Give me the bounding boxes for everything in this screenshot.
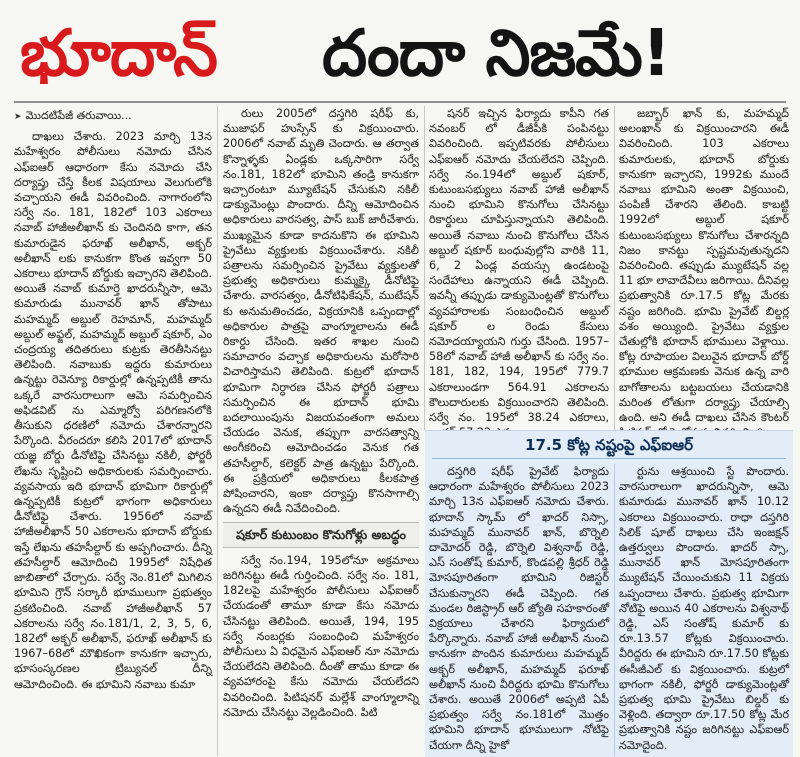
- column-divider: [614, 106, 615, 430]
- fir-box-title: 17.5 కోట్ల నష్టంపై ఎఫ్ఐఆర్: [525, 436, 693, 454]
- subhead-shakur-purchases: షకూర్ కుటుంబం కొనుగోళ్లు అబద్ధం: [223, 522, 419, 547]
- continuation-kicker: ➤ మొదటిపేజీ తరువాయి...: [14, 109, 132, 122]
- chevron-right-icon: ➤: [14, 112, 22, 122]
- column-4-text: జబ్బార్ ఖాన్ కు, మహమ్మద్ అలంఖాన్ కు విక్రయించారని ఈడీ వివరించింది. 103 ఎకరాలు కుమారులకు, భూదాన్ బోర్డుకు కానుకగా ఇచ్చారని, 1992కు ముందే నవాబు భూమిని అంతా విక్రయించి, పంపిణీ చేశారని తేలింది. కాబట్టి 1992లో అబ్దుల్ షకూర్ కుటుంబసభ్యులు కొనుగోలు చేశారన్నది నిజం కానట్టు స్పష్టమవుతున్నదని వివరించింది. తప్పుడు మ్యుటేషన్ వల్ల 11 భూ లావాదేవీలు జరిగాయి. దీనివల్ల ప్రభుత్వానికి రూ.17.5 కోట్ల మేరకు నష్టం జరిగింది. భూమి ప్రైవేట్ బిల్డర్ల వశం అయ్యింది. ప్రైవేటు వ్యక్తుల చేతుల్లోకి భూదాన్ భూములు వెళ్లాయి. కోట్ల రూపాయల విలువైన భూదాన్ బోర్డ్ భూముల ఆక్రమణకు వెనుక ఉన్న వారి బాగోతాలను బట్టబయలు చేయడానికి మరింత లోతుగా దర్యాప్తు చేయాల్సి ఉంది. అని ఈడీ దాఖలు చేసిన కౌంటర్: [619, 107, 789, 425]
- fir-box-title-rule: [432, 458, 786, 459]
- column-divider: [217, 106, 218, 756]
- fir-box-column-2: [619, 464, 789, 756]
- article-column-1: [14, 106, 212, 756]
- headline-black-words: దందా నిజమే!: [322, 17, 671, 91]
- article-column-2: [223, 106, 419, 756]
- column-divider: [614, 464, 615, 756]
- column-2-text: రులు 2005లో దస్తగిరి షరీఫ్ కు, ముజాఫర్ హుస్సేన్ కు విక్రయించారు. 2006లో నవాబ్ మృతి చెందారు. ఆ తర్వాత కొన్నాళ్ళకు ఏండ్లకు ఒక్కసారిగా సర్వే నం.181, 182లో భూమిని తండ్రి కానుకగా ఇచ్చారంటూ మ్యూటేషన్ చేసుకుని నకిలీ డాక్యుమెంట్లు పొందారు. దీన్ని ఆమోదించిన అధికారులు వారసత్వ, పాస్ బుక్ జారీచేశారు. ముఖ్యమైన కూడా కాదనుకొని ఈ భూమిని ప్రైవేటు వ్యక్తులకు విక్రయించేశారు. నకిలీ పత్రాలను సమర్పించిన ప్రైవేటు వ్యక్తులతో ప్రభుత్వ అధికారులు కుమ్మక్కై డీనోటిఫై చేశారు. వారసత్వం, డీనోటిఫికేషన్, ముటేషన్ కు అనుమతించడం, విక్రయానికి ఒప్పందాల్లో అధికారుల పాత్రపై వాంగ్మూలాలను ఈడీ రికార్డు చేసింది. ఇతర శాఖల నుంచి సమాచారం వచ్చాక అధికారులను మరోసారి విచారిస్తామని తెలిపింది. కుట్రలో భూదాన్ భూమిగా నిర్ధారణ చేసిన ఫోర్జరీ పత్రాలు సమర్పించిన ఈ భూదాన్ భూమి బదలాయింపును విజయవంతంగా అమలు చేయడం వెనుక, తప్పుగా వారసత్వాన్ని అంగీకరించి ఆమోదించడం వెనుక గత తహసీల్దార్, కలెక్టర్ పాత్ర ఉన్నట్టు పేర్కొంది. ఈ ప్రక్రియలో అధికారులు కీలకపాత్ర పోషించారని, ఇంకా దర్యాప్తు కొనసాగాల్సి ఉన్నదని ఈడీ నివేదించింది.: [223, 107, 419, 516]
- fir-box-column-2-text: ర్టును ఆశ్రయించి స్టే పొందారు. వారసురాలుగా ఖాదరున్నిసా, ఆమె కుమారుడు మునావర్ ఖాన్ 10.12 ఎకరాలు విక్రయించారు. రాధా దస్తగిరి సిలిక్ షూట్ దాఖలు చేసి ఇంజక్షన్ ఉత్తర్వులు పొందారు. ఖాదర్ స్సా, మునావర్ ఖాన్ మోసపూరితంగా మ్యుటేషన్ చేయించుకుని 11 విక్రయ ఒప్పందాలు చేశారు. ప్రభుత్వ భూమిగా నోటిఫై అయిన 40 ఎకరాలను విశ్వనాథ్ రెడ్డి, ఎస్ సంతోష్ కుమార్ కు రూ.13.57 కోట్లకు విక్రయించారు. వీరిద్దరు ఈ భూమిని రూ.17.50 కోట్లకు ఈసీజీఎల్ కు విక్రయించారు. కుట్రలో భాగంగా నకిలీ, ఫోర్జరీ డాక్యుమెంట్లతో ప్రభుత్వ భూమి ప్రైవేటు బిల్డర్ కు వెళ్లింది. తద్వారా రూ.17.50 కోట్ల మేర ప్రభుత్వానికి నష్టం జరిగినట్టు ఎఫ్ఐఆర్ నమోదైంది.: [619, 465, 789, 752]
- headline-rule: [14, 101, 786, 103]
- column-1-text: దాఖలు చేశారు. 2023 మార్చి 13న మహేశ్వరం పోలీసులు నమోదు చేసిన ఎఫ్ఐఆర్ ఆధారంగా కేసు నమోదు చేసి దర్యాప్తు చేస్తే కీలక విషయాలు వెలుగులోకి వచ్చాయని ఈడీ వివరించింది. నాగారంలోని సర్వే నం. 181, 182లో 103 ఎకరాలు నవాబ్ హాజీఅలీఖాన్ కు చెందినది కాగా, తన కుమారుడైన ఫరూఖ్ అలీఖాన్, అక్బర్ అలీఖాన్ లకు కానుకగా కొంత ఇవ్వగా 50 ఎకరాలు భూదాన్ బోర్డుకు ఇచ్చారని తెలిపింది. అయితే నవాబ్ కుమార్తె ఖాదరున్నీసా, ఆమె కుమారుడు మునావర్ ఖాన్ తోపాటు మహమ్మద్ అబ్దుల్ రెహమాన్, మహమ్మద్ అబ్దుల్ అఫ్జల్, మహమ్మద్ అబ్దుల్ షకూర్, ఎం చంద్రయ్య తదితరులు కుట్రకు తెరతీసినట్టు తెలిపింది. నవాబుకు ఇద్దరు కుమారులు ఉన్నట్టు రెవెన్యూ రికార్డుల్లో ఉన్నప్పటికీ తాను ఒక్కరే వారసురాలుగా ఆమె సమర్పించిన అఫిడవిట్ ను ఎమ్మార్వో పరిగణనలోకి తీసుకుని ధరణిలో నమోదు చేశారన్నారని పేర్కొంది. వీరందరూ కలిసి 2017లో భూదాన్ యజ్ఞ బోర్డు డీనోటిఫై చేసినట్టు నకిలీ, ఫోర్జరీ లేఖను సృష్టించి అధికారులకు సమర్పించారు. వ్యవసాయ ఇది భూదాన్ భూమిగా రికార్డుల్లో ఉన్నప్పటికీ కుట్రలో భాగంగా అధికారులు డీనోటిఫై చేశారు. 1956లో నవాబ్ హాజీఅలీఖాన్ 50 ఎకరాలను భూదాన్ బోర్డుకు ఇస్తే లేఖను తహసీల్దార్ కు అప్పగించారు. దీన్ని తహసీల్దార్ ఆమోదించి 1995లో నిషేధిత జాబితాలో చేర్చారు. సర్వే నెం.81లో మిగిలిన భూమిని గ్రౌన్ సర్కారీ భూములుగా ప్రభుత్వం ప్రకటించింది. నవాబ్ హాజీఅలీఖాన్ 57 ఎకరాలను సర్వే నం.181/1, 2, 3, 5, 6, 182లో అక్బర్ అలీఖాన్, ఫరూఖ్ అలీఖాన్ కు 1967–68లో మౌఖికంగా కానుకగా ఇచ్చారు, భూసంస్కరణల ట్రిబ్యునల్ దీన్ని ఆమోదించింది. ఈ భూమిని నవాబు కుమా: [14, 130, 212, 691]
- article-column-3: [429, 106, 609, 428]
- column-3-text: షనర్ ఇచ్చిన ఫిర్యాదు కాపీని గత నవంబర్ లో డీజీపీకి పంపినట్టు వివరించింది. ఇప్పటివరకు పోలీసులు ఎఫ్ఐఆర్ నమోదు చేయలేదని చెప్పింది. సర్వే నం.194లో అబ్దుల్ షకూర్, కుటుంబసభ్యులు నవాబ్ హాజీ అలీఖాన్ నుంచి భూమిని కొనుగోలు చేసినట్టు రికార్డులు చూపిస్తున్నాయని తెలిపింది. అయితే నవాబు నుంచి కొనుగోలు చేసిన అబ్దుల్ షకూర్ బంధువుల్లోని వారికి 11, 6, 2 ఏండ్ల వయస్సు ఉండటంపై సందేహాలు ఉన్నాయని ఈడీ చెప్పింది. ఇవన్నీ తప్పుడు డాక్యుమెంట్లతో కొనుగోలు వ్యవహారాలకు సంబంధించిన అబ్దుల్ షకూర్ ల రెండు కేసులు నమోదయ్యాయని గుర్తు చేసింది. 1957–58లో నవాబ్ హాజీ అలీఖాన్ కు సర్వే నం. 181, 182, 194, 195లో 779.7 ఎకరాలుండగా 564.91 ఎకరాలను కౌలుదారులకు విక్రయించారని తెలిపింది. సర్వే నం. 195లో 38.24 ఎకరాలు,: [429, 107, 609, 425]
- column-2b-text: సర్వే నం.194, 195లోనూ అక్రమాలు జరిగినట్టు ఈడీ గుర్తించింది. సర్వే నం. 181, 182లపై మహేశ్వరం పోలీసులు ఎఫ్ఐఆర్ చేయడంతో తామూ కూడా కేసు నమోదు చేసినట్టు తెలిపింది. అయితే, 194, 195 సర్వే నంబర్లకు సంబంధించి మహేశ్వరం పోలీసులు ఏ విధమైన ఎఫ్ఐఆర్ నూ నమోదు చేయలేదని తెలిపింది. దీంతో తాము కూడా ఈ వ్యవహారంపై కేసు నమోదు చేయలేదని వివరించింది. పిటిషనర్ మల్లేశ్ వాంగ్మూలాన్ని నమోదు చేసినట్టు వెల్లడించింది. పిటి: [223, 553, 419, 719]
- article-column-4: [619, 106, 789, 428]
- column-divider: [424, 106, 425, 430]
- fir-box-column-1-text: దస్తగిరి షరీఫ్ ప్రైవేట్ ఫిర్యాదు ఆధారంగా మహేశ్వరం పోలీసులు 2023 మార్చి 13న ఎఫ్ఐఆర్ నమోదు చేశారు. భూదాన్ స్కామ్ లో ఖాదర్ నిస్సా, మహమ్మద్ మునావర్ ఖాన్, బొర్నెలి దామోదర్ రెడ్డి, బొర్నెలి విశ్వనాథ్ రెడ్డి, ఎస్ సంతోష్ కుమార్, కొండపల్లి శ్రీధర్ రెడ్డి మోసపూరితంగా భూమిని రిజిస్టర్ చేసుకున్నారని ఈడీ చెప్పింది. గత మండల రిజిస్ట్రార్ ఆర్ జ్యోతి సహకారంతో విక్రయాలు చేశారని ఫిర్యాదులో పేర్కొన్నారు. నవాబ్ హాజీ అలీఖాన్ నుంచి కానుకగా పొందిన కుమారులు మహమ్మద్ అక్బర్ అలీఖాన్, మహమ్మద్ ఫరూఖ్ అలీఖాన్ నుంచి వీరిద్దరు భూమి కొనుగోలు చేశారు. అయితే 2006లో అప్పటి ఏపీ ప్రభుత్వం సర్వే నం.181లో మొత్తం భూమిని భూదాన్ భూములుగా నోటిఫై చేయగా దీన్ని హైకో: [429, 465, 609, 752]
- headline-red-word: భూదాన్: [20, 17, 217, 91]
- fir-box-column-1: [429, 464, 609, 756]
